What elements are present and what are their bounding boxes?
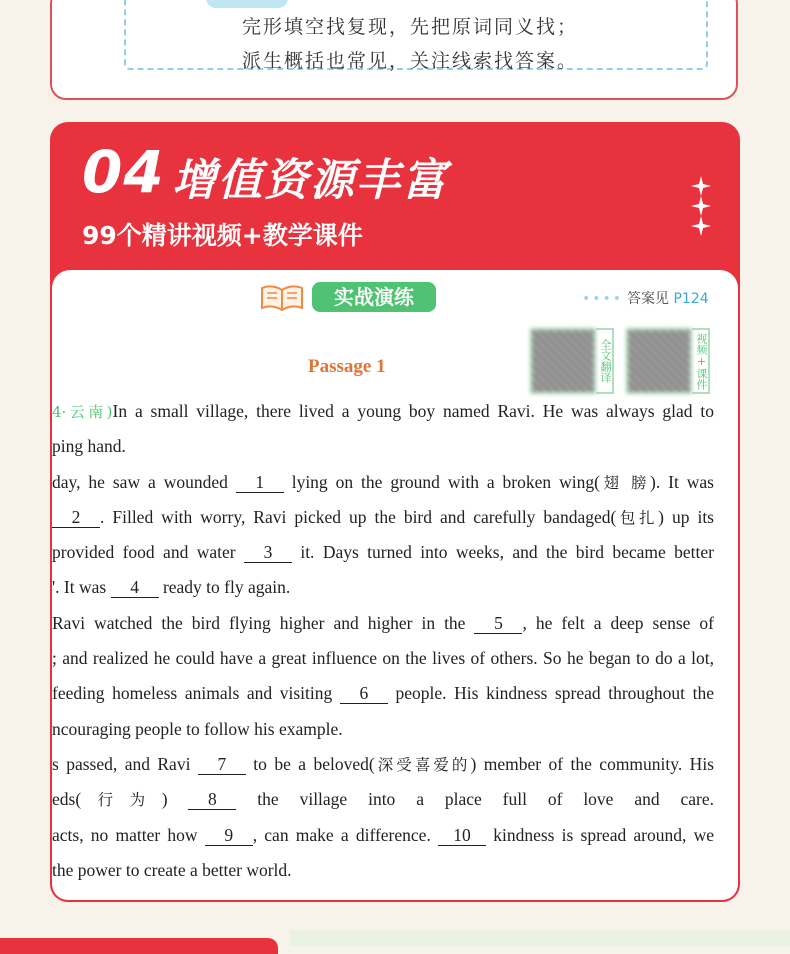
passage-text: '. It was	[52, 577, 111, 598]
passage-text: ; and realized he could have a great influence on the lives of others. So he began to do a lot,	[52, 648, 714, 669]
gloss-text: 包扎	[616, 508, 659, 527]
passage-text: ncouraging people to follow his example.	[52, 718, 343, 739]
blank-number: 10	[438, 825, 486, 846]
passage-text: Ravi watched the bird flying higher and higher in the	[52, 612, 475, 633]
blank-number: 3	[244, 542, 292, 563]
gloss-text: 翅 膀	[599, 473, 651, 492]
answer-prefix: 答案见	[627, 291, 670, 307]
passage-text: ready to fly again.	[158, 577, 291, 598]
passage-line	[52, 782, 714, 817]
qr-code-icon[interactable]	[626, 328, 692, 394]
blank-number: 7	[198, 754, 246, 775]
practice-badge-label: 实战演练	[312, 282, 436, 312]
passage-text: , he felt a deep sense of	[522, 612, 715, 633]
passage-body	[52, 394, 714, 888]
passage-line	[52, 535, 714, 570]
passage-text: feeding homeless animals and visiting	[52, 683, 340, 704]
passage-text: ) member of the community. His	[470, 753, 714, 774]
passage-line	[52, 818, 714, 853]
passage-line	[52, 641, 714, 676]
passage-text: In a small village, there lived a young boy named Ravi. He was always glad to	[112, 401, 714, 421]
mnemonic-line-2: 派生概括也常见，关注线索找答案。	[242, 50, 579, 72]
passage-text: day, he saw a wounded	[52, 471, 236, 492]
blank-number: 6	[340, 683, 388, 704]
passage-text: s passed, and Ravi	[52, 753, 198, 774]
passage-text: acts, no matter how	[52, 824, 205, 845]
passage-text: the power to create a better world.	[52, 859, 292, 880]
passage-line	[52, 429, 714, 464]
blank-number: 1	[236, 472, 284, 493]
passage-line	[52, 676, 714, 711]
passage-text: lying on the ground with a broken wing(	[283, 471, 600, 492]
passage-text: eds(	[52, 789, 82, 810]
section-number: 04	[82, 138, 165, 206]
passage-text: ) up its	[658, 506, 714, 527]
mnemonic-tab	[206, 0, 288, 8]
passage-text: kindness is spread around, we	[486, 824, 714, 845]
passage-text: ping hand.	[52, 436, 126, 457]
passage-text: to be a beloved(	[245, 753, 375, 774]
dots-icon: ••••	[582, 291, 624, 307]
passage-line	[52, 712, 714, 747]
passage-line	[52, 606, 714, 641]
passage-line	[52, 394, 714, 429]
passage-text: , can make a difference.	[252, 824, 439, 845]
qr-code-icon[interactable]	[530, 328, 596, 394]
gloss-text: 行为	[81, 791, 162, 810]
section-subtitle: 99个精讲视频+教学课件	[82, 221, 363, 250]
resource-section-card	[50, 122, 740, 902]
answer-reference	[582, 288, 709, 308]
blank-number: 4	[111, 577, 159, 598]
qr-translation[interactable]	[530, 328, 614, 394]
section-title: 增值资源丰富	[172, 155, 448, 206]
passage-text: . Filled with worry, Ravi picked up the bird and carefully bandaged(	[100, 506, 617, 527]
passage-line	[52, 747, 714, 782]
gloss-text: 深受喜爱的	[374, 755, 471, 774]
qr-translation-label: 全文翻译	[596, 328, 614, 394]
passage-text: people. His kindness spread throughout the	[387, 683, 715, 704]
qr-video-courseware[interactable]	[626, 328, 710, 394]
blank-number: 2	[52, 507, 100, 528]
passage-line	[52, 853, 714, 888]
open-book-icon	[258, 282, 306, 312]
passage-line	[52, 465, 714, 500]
mnemonic-line-1: 完形填空找复现，先把原词同义找；	[242, 16, 579, 38]
passage-line	[52, 500, 714, 535]
answer-page: P124	[673, 291, 709, 307]
blank-number: 8	[188, 789, 236, 810]
passage-text: )	[161, 789, 189, 810]
passage-text: ). It was	[650, 471, 714, 492]
blank-number: 9	[205, 825, 253, 846]
qr-video-label: 视频+课件	[692, 328, 710, 394]
passage-text: it. Days turned into weeks, and the bird became better	[291, 542, 714, 563]
sparkle-icon	[688, 176, 714, 236]
passage-line	[52, 570, 714, 605]
blank-number: 5	[474, 613, 522, 634]
passage-text: the village into a place full of love and care.	[236, 789, 714, 810]
mnemonic-card	[50, 0, 738, 100]
bottom-strip	[290, 930, 790, 946]
practice-panel	[52, 270, 738, 900]
passage-title: Passage 1	[308, 356, 386, 377]
passage-text: provided food and water	[52, 542, 244, 563]
passage-source: 4·云南)	[52, 403, 113, 421]
bottom-red-tab	[0, 938, 278, 954]
